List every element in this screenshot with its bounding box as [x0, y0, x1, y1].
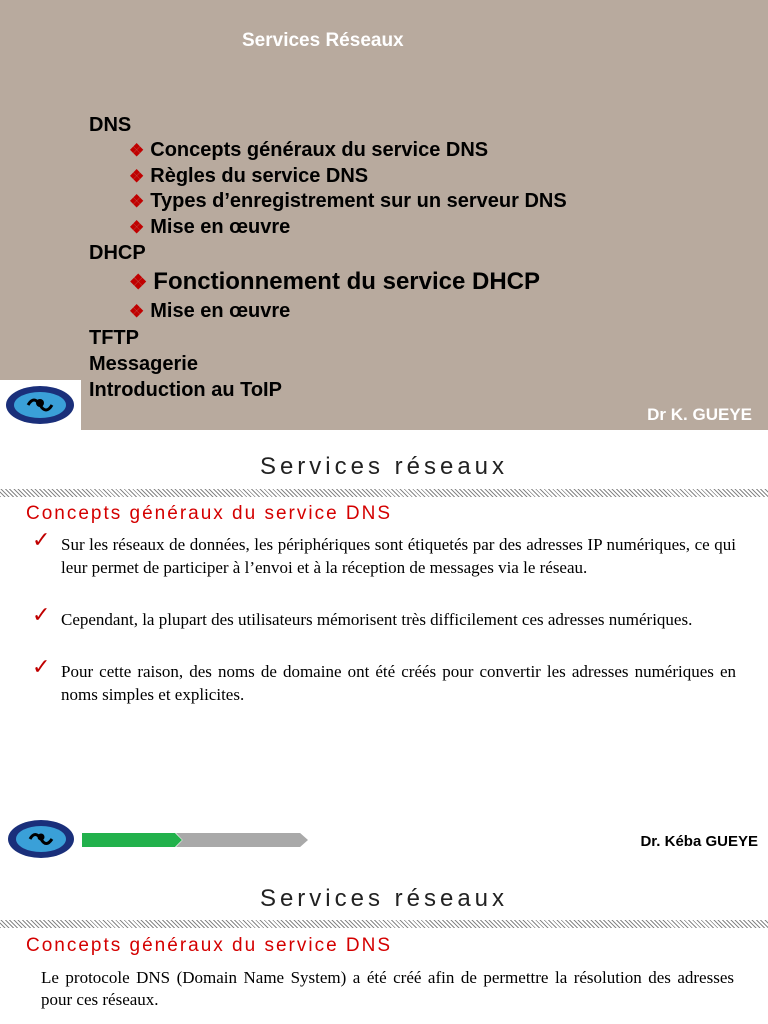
logo-container	[0, 380, 81, 430]
checkmark-icon: ✓	[32, 528, 51, 553]
checkmark-icon: ✓	[32, 655, 51, 680]
outline-messagerie: Messagerie	[89, 352, 198, 375]
hatched-divider	[0, 920, 768, 928]
diamond-bullet-icon: ❖	[129, 272, 148, 294]
slide-2-subtitle: Concepts généraux du service DNS	[26, 503, 393, 524]
institution-logo-icon	[6, 818, 76, 860]
bullet-item: ✓ Pour cette raison, des noms de domaine ont été créés pour convertir les adresses numériques en noms simples et explicites.	[32, 655, 736, 704]
outline-item: ❖ Mise en œuvre	[129, 215, 291, 238]
outline-toip: Introduction au ToIP	[89, 378, 282, 401]
slide-2-title: Services réseaux	[259, 453, 509, 480]
hatched-divider	[0, 489, 768, 497]
slide-3-subtitle: Concepts généraux du service DNS	[26, 935, 393, 956]
outline-item: ❖ Fonctionnement du service DHCP	[129, 268, 541, 295]
slide-2-author: Dr. Kéba GUEYE	[640, 833, 758, 850]
diamond-bullet-icon: ❖	[129, 192, 145, 211]
diamond-bullet-icon: ❖	[129, 217, 145, 237]
slide-3-title: Services réseaux	[259, 885, 509, 912]
slide-1-author: Dr K. GUEYE	[647, 405, 752, 424]
outline-dhcp: DHCP	[89, 242, 146, 264]
outline-item: ❖ Mise en œuvre	[129, 300, 291, 322]
slide-3-paragraph: Le protocole DNS (Domain Name System) a été créé afin de permettre la résolution des adresses pour ces réseaux.	[41, 968, 734, 1009]
diamond-bullet-icon: ❖	[129, 302, 145, 321]
slide-1	[0, 0, 768, 430]
outline-item: ❖ Types d’enregistrement sur un serveur DNS	[129, 190, 567, 212]
slide-1-title: Services Réseaux	[242, 30, 404, 51]
checkmark-icon: ✓	[32, 603, 51, 628]
outline-tftp: TFTP	[89, 326, 139, 349]
slide-1-outline	[89, 112, 567, 403]
diamond-bullet-icon: ❖	[129, 166, 145, 186]
outline-item: ❖ Règles du service DNS	[129, 164, 369, 187]
outline-dns: DNS	[89, 114, 132, 136]
institution-logo-icon	[0, 380, 81, 430]
progress-arrow-gray	[176, 833, 308, 847]
diamond-bullet-icon: ❖	[129, 141, 145, 160]
progress-arrow-green	[82, 833, 182, 847]
outline-item: ❖ Concepts généraux du service DNS	[129, 139, 489, 161]
bullet-item: ✓ Cependant, la plupart des utilisateurs mémorisent très difficilement ces adresses numériques.	[32, 603, 693, 629]
bullet-item: ✓ Sur les réseaux de données, les périphériques sont étiquetés par des adresses IP numériques, ce qui leur permet de participer à l’envoi et à la réception de messages via le réseau.	[32, 528, 736, 577]
